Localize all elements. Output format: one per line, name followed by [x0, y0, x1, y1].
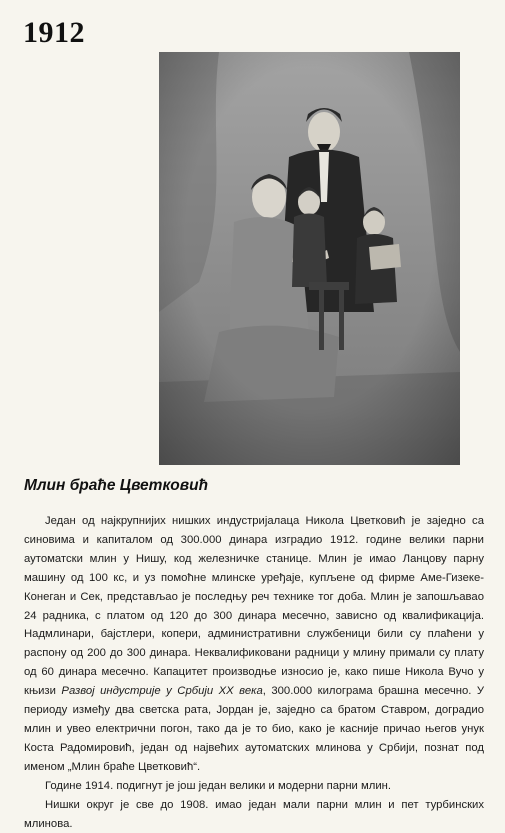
family-portrait-photo	[159, 52, 460, 465]
article-body	[24, 512, 484, 833]
paragraph-3: Нишки округ је све до 1908. имао један мали парни млин и пет турбинских млинова.	[24, 798, 484, 830]
book-title: Развој индустрије у Србији XX века	[61, 685, 263, 698]
year-heading: 1912	[23, 16, 85, 49]
paragraph-1	[24, 512, 484, 777]
article-heading: Млин браће Цветковић	[24, 477, 209, 494]
paragraph-1-start: Један од најкрупнијих нишких индустријалаца Никола Цветковић је заједно са синовима и капиталом од 300.000 динара изградио 1912. године велики парни аутоматски млин у Нишу, код железничке станице. Млин је имао Ланцову парну машину од 100 кс, и уз помоћне млинске уређаје, купљене од фирме Аме-Гизеке-Конеган и Сек, представљао је последњу реч технике тог доба. Млин је запошљавао 24 радника, с платом од 120 до 300 динара месечно, зависно од квалификација. Надмлинари, бајстлери, копери, административни службеници били су плаћени у распону од 200 до 300 динара. Неквалификовани радници у млину примали су плату од 60 динара месечно. Капацитет производње износио је, како пише Никола Вучо у књизи	[24, 515, 484, 698]
paragraph-1-end: , 300.000 килограма брашна месечно. У периоду између два светска рата, Јордан је, заједно са братом Ставром, доградио млин и увео електрични погон, тако да је то био, како је касније причао његов унук Коста Радомировић, један од највећих аутоматских млинова у Србији, познат под именом „Млин браће Цветковић“.	[24, 685, 485, 773]
paragraph-2: Године 1914. подигнут је још један велики и модерни парни млин.	[45, 779, 392, 792]
